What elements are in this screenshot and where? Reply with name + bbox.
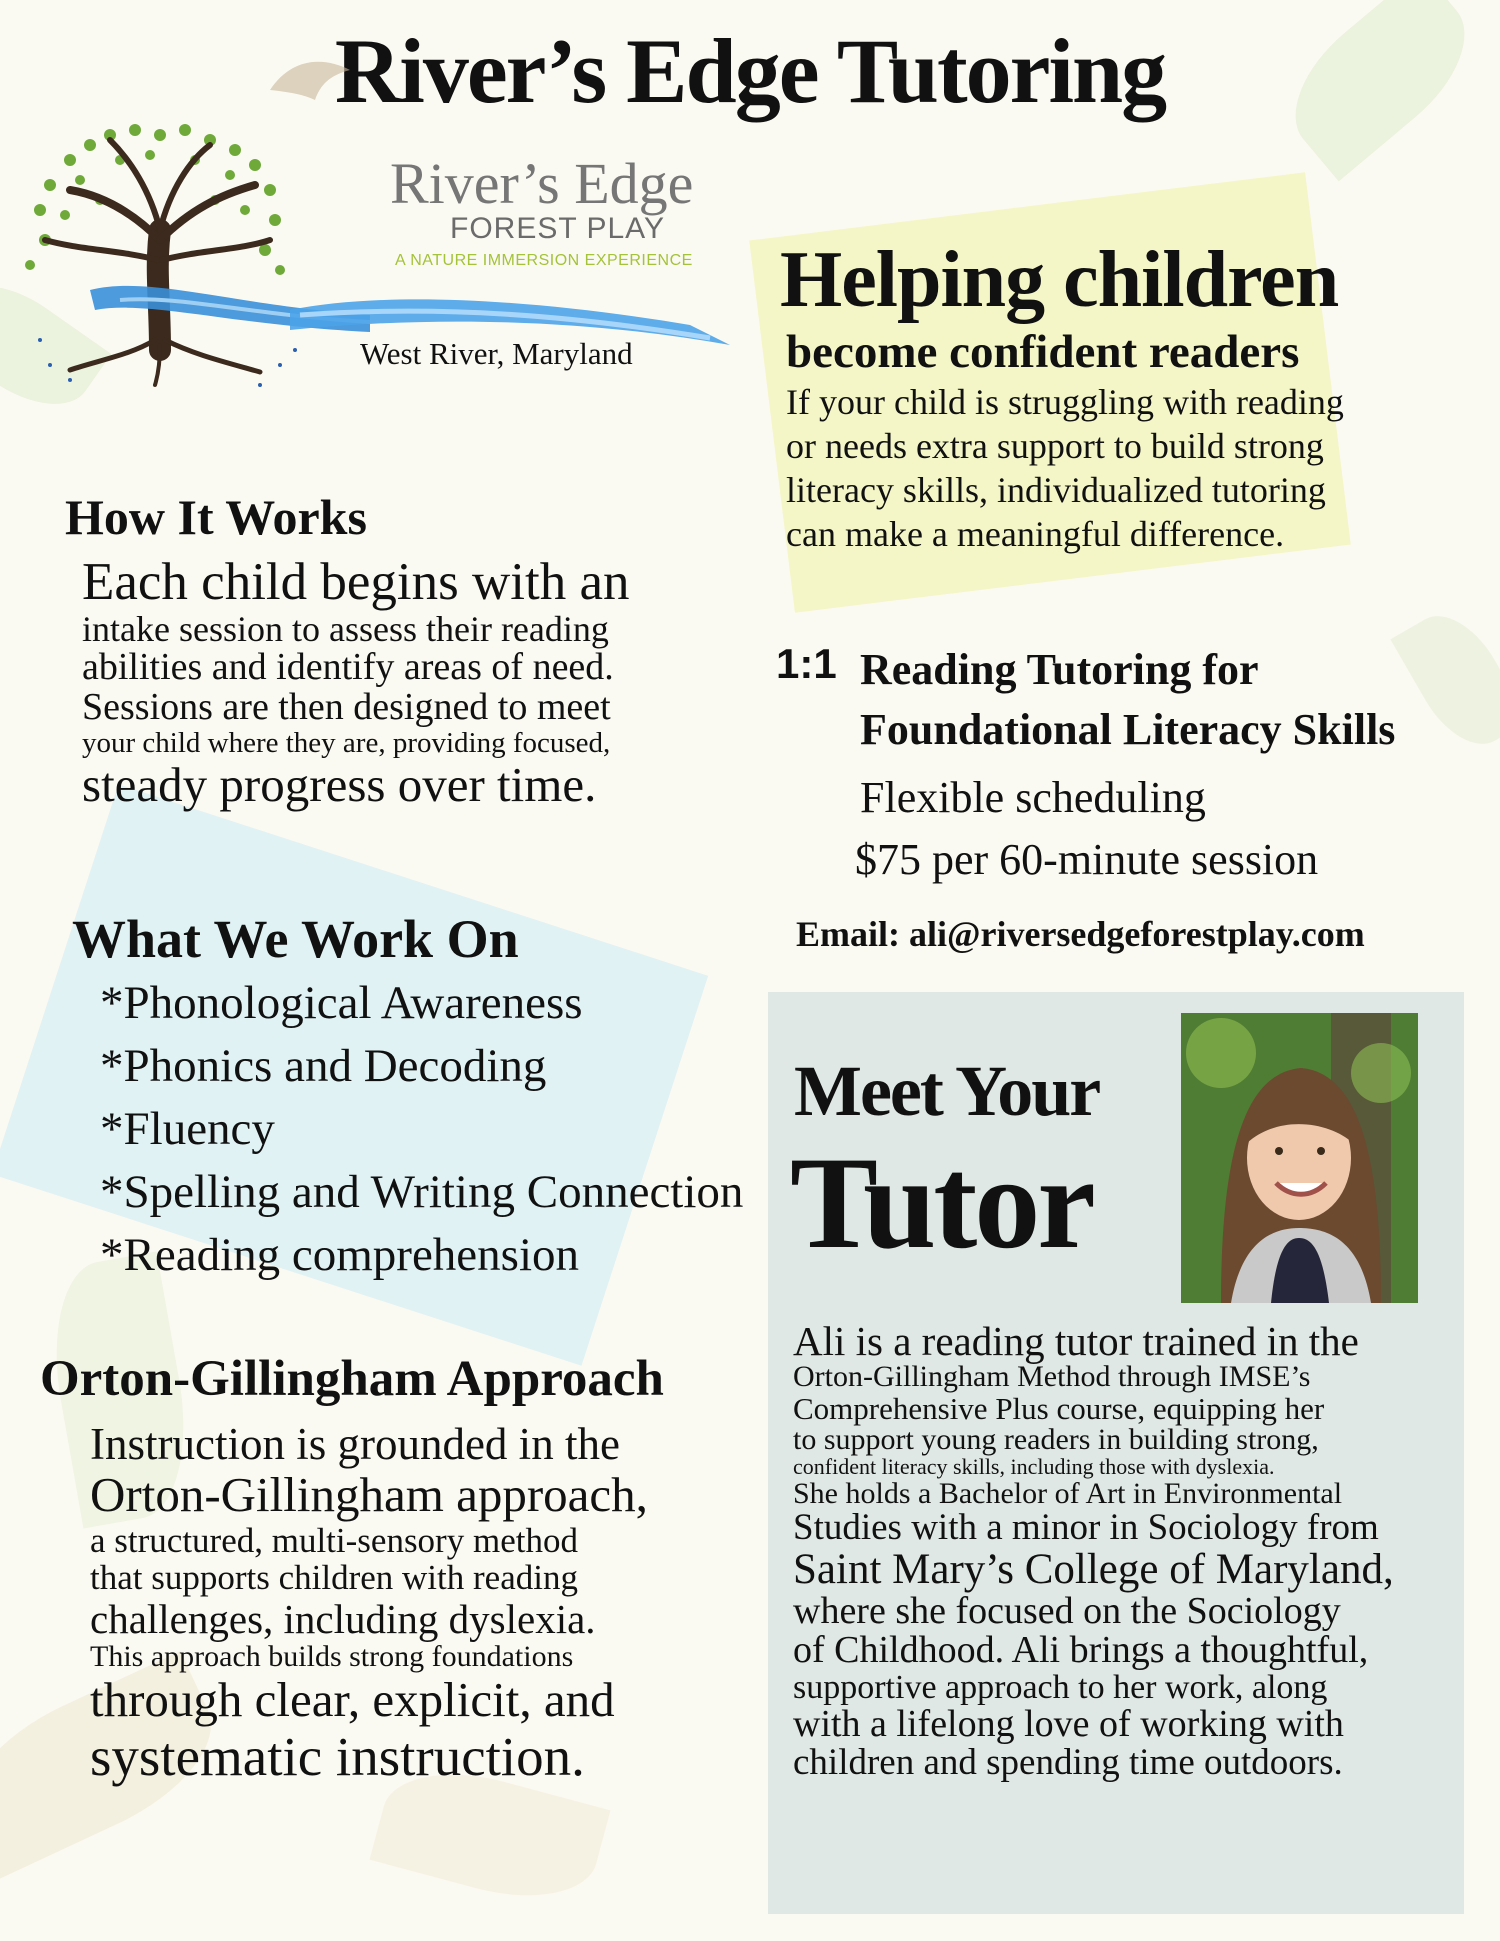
- page-title: River’s Edge Tutoring: [334, 20, 1166, 122]
- intro-line: If your child is struggling with reading: [786, 382, 1344, 422]
- og-line: a structured, multi-sensory method: [90, 1520, 578, 1560]
- bio-line: She holds a Bachelor of Art in Environmental: [793, 1476, 1343, 1510]
- how-line: intake session to assess their reading: [82, 608, 609, 649]
- orton-gillingham-heading: Orton-Gillingham Approach: [40, 1351, 664, 1407]
- og-line: challenges, including dyslexia.: [90, 1596, 596, 1643]
- how-line: abilities and identify areas of need.: [82, 646, 614, 689]
- subheadline: become confident readers: [786, 326, 1300, 378]
- bio-line: Ali is a reading tutor trained in the: [793, 1318, 1359, 1364]
- intro-paragraph: [786, 380, 1446, 556]
- background-leaf-decoration: [1390, 599, 1500, 760]
- logo-location: West River, Maryland: [360, 336, 633, 371]
- og-line: that supports children with reading: [90, 1558, 578, 1598]
- meet-your-heading: Meet Your: [794, 1051, 1100, 1131]
- bird-icon: [260, 40, 370, 120]
- og-line: Instruction is grounded in the: [90, 1419, 620, 1469]
- list-item: *Phonics and Decoding: [100, 1040, 547, 1092]
- tutor-heading: Tutor: [790, 1129, 1093, 1276]
- bio-line: with a lifelong love of working with: [793, 1703, 1344, 1746]
- list-item: *Fluency: [100, 1103, 275, 1155]
- service-title-line: Foundational Literacy Skills: [860, 705, 1396, 754]
- tutor-photo: [1181, 1013, 1418, 1303]
- how-line: Each child begins with an: [82, 553, 630, 611]
- bio-line: Comprehensive Plus course, equipping her: [793, 1391, 1325, 1427]
- logo-subtitle: FOREST PLAY: [450, 212, 665, 245]
- bio-line: where she focused on the Sociology: [793, 1589, 1341, 1632]
- list-item: *Spelling and Writing Connection: [100, 1166, 744, 1218]
- skills-list: [100, 972, 743, 1287]
- bio-line: children and spending time outdoors.: [793, 1742, 1343, 1784]
- bio-line: confident literacy skills, including those with dyslexia.: [793, 1453, 1275, 1479]
- logo-name: River’s Edge: [390, 151, 694, 216]
- og-line: This approach builds strong foundations: [90, 1640, 574, 1674]
- list-item: *Phonological Awareness: [100, 977, 583, 1029]
- bio-line: to support young readers in building strong,: [793, 1423, 1319, 1457]
- og-line: systematic instruction.: [90, 1725, 585, 1787]
- og-line: Orton-Gillingham approach,: [90, 1466, 648, 1522]
- how-it-works-heading: How It Works: [65, 489, 367, 545]
- logo-tagline: A NATURE IMMERSION EXPERIENCE: [395, 252, 693, 269]
- contact-email[interactable]: Email: ali@riversedgeforestplay.com: [796, 914, 1365, 954]
- service-schedule: Flexible scheduling: [860, 773, 1206, 822]
- intro-line: can make a meaningful difference.: [786, 514, 1285, 554]
- how-line: your child where they are, providing focused,: [82, 727, 611, 760]
- what-we-work-on-heading: What We Work On: [72, 909, 519, 969]
- service-title: [860, 640, 1395, 760]
- service-title-line: Reading Tutoring for: [860, 645, 1259, 694]
- bio-line: of Childhood. Ali brings a thoughtful,: [793, 1628, 1369, 1671]
- list-item: *Reading comprehension: [100, 1229, 580, 1281]
- service-number: 1:1: [776, 640, 837, 687]
- how-line: steady progress over time.: [82, 756, 597, 812]
- intro-line: or needs extra support to build strong: [786, 426, 1324, 466]
- bio-line: Saint Mary’s College of Maryland,: [793, 1545, 1394, 1593]
- how-it-works-paragraph: [82, 555, 722, 810]
- logo: [10, 100, 730, 390]
- bio-line: Studies with a minor in Sociology from: [793, 1507, 1379, 1549]
- orton-gillingham-paragraph: [90, 1420, 730, 1786]
- intro-line: literacy skills, individualized tutoring: [786, 470, 1326, 510]
- og-line: through clear, explicit, and: [90, 1671, 615, 1727]
- tutor-bio: [793, 1320, 1453, 1782]
- bio-line: Orton-Gillingham Method through IMSE’s: [793, 1360, 1311, 1394]
- bio-line: supportive approach to her work, along: [793, 1669, 1328, 1707]
- headline: Helping children: [780, 236, 1339, 324]
- how-line: Sessions are then designed to meet: [82, 686, 611, 729]
- tutor-portrait-icon: [1181, 1013, 1418, 1303]
- service-price: $75 per 60-minute session: [855, 835, 1319, 884]
